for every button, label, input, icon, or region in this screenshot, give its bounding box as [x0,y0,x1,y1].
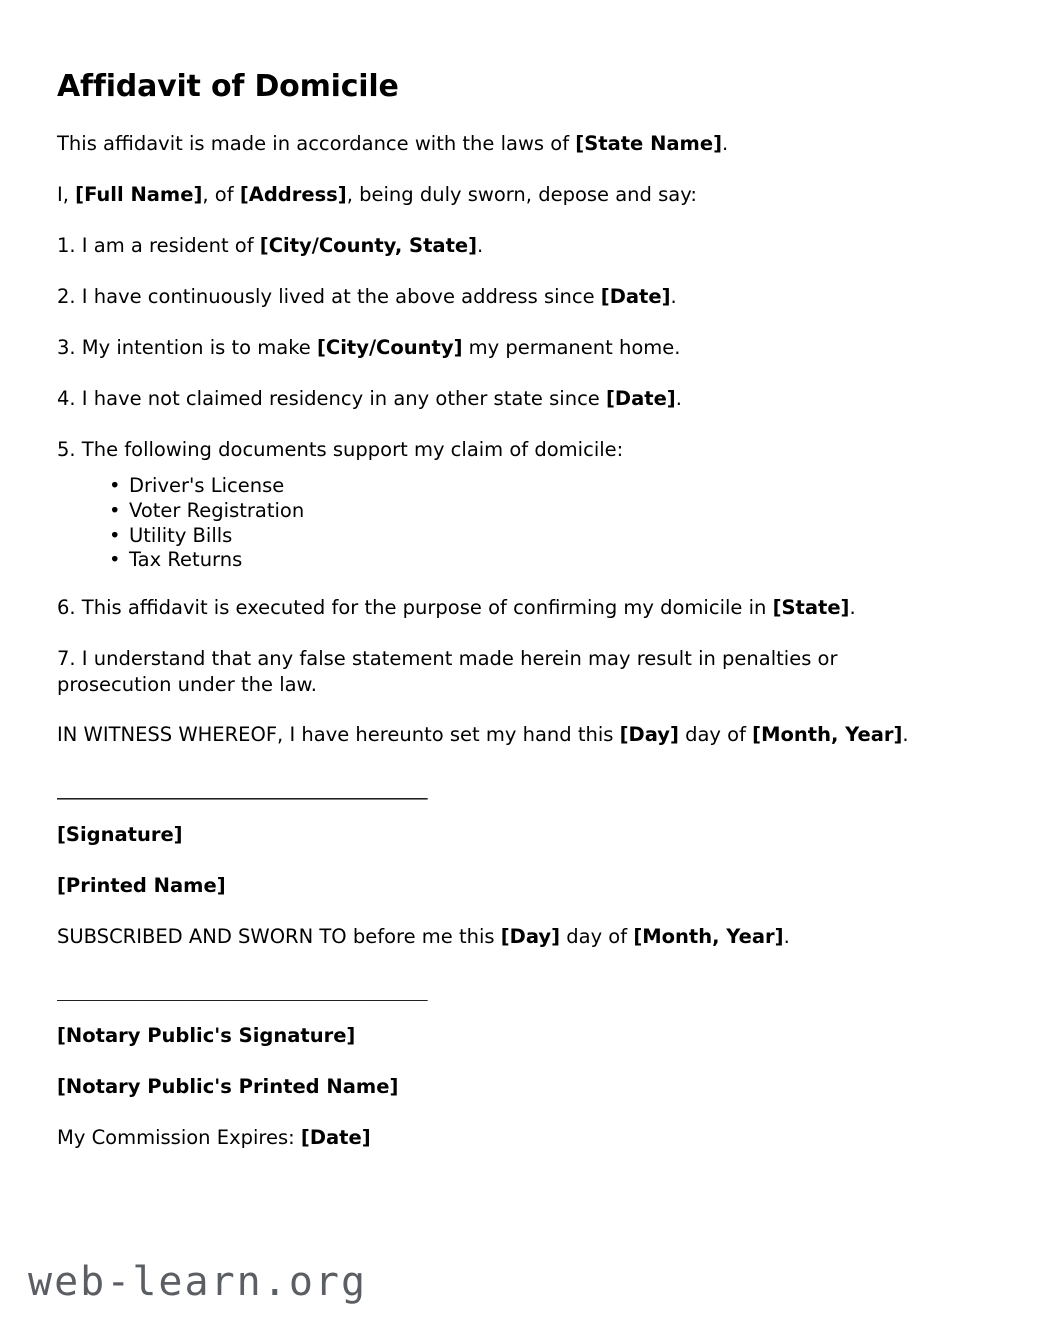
address-placeholder: [Address] [239,182,347,206]
numbered-item-6 [57,595,947,621]
item-6-text-after: . [849,595,856,619]
item-4-placeholder: [Date] [606,386,676,410]
item-1-text-before: I am a resident of [75,233,260,257]
item-3-number: 3. [57,335,76,359]
item-2-text-after: . [670,284,677,308]
numbered-item-2 [57,284,947,310]
witness-month-placeholder: [Month, Year] [752,723,903,747]
sworn-clause [57,924,947,950]
commission-expires [57,1125,947,1151]
item-6-placeholder: [State] [772,595,850,619]
numbered-item-4 [57,386,947,412]
page-title: Affidavit of Domicile [57,69,399,104]
sworn-part1: SUBSCRIBED AND SWORN TO before me this [57,924,501,948]
item-4-number: 4. [57,386,76,410]
list-item: • Utility Bills [109,524,947,549]
item-6-text-before: This affidavit is executed for the purpose of confirming my domicile in [75,595,773,619]
list-item: • Tax Returns [109,548,947,573]
item-2-text-before: I have continuously lived at the above address since [75,284,601,308]
item-5-text-before: The following documents support my claim of domicile: [75,437,624,461]
notary-printed-name-label: [Notary Public's Printed Name] [57,1074,399,1098]
declaration-part3: , being duly sworn, depose and say: [346,182,697,206]
sworn-day-placeholder: [Day] [500,924,561,948]
list-item: • Voter Registration [109,499,947,524]
item-1-text-after: . [477,233,484,257]
item-1-number: 1. [57,233,76,257]
declaration-part2: , of [202,182,240,206]
notary-signature-line: ______________________________________ [57,979,428,1002]
item-6-number: 6. [57,595,76,619]
item-4-text-before: I have not claimed residency in any other state since [75,386,606,410]
intro-text-before: This affidavit is made in accordance with the laws of [57,132,576,155]
printed-name-label: [Printed Name] [57,873,226,897]
item-2-placeholder: [Date] [600,284,671,308]
item-3-text-after: my permanent home. [462,335,681,359]
site-watermark: web-learn.org [28,1259,368,1305]
numbered-item-7 [57,646,947,698]
list-item: • Driver's License [109,474,947,499]
item-2-number: 2. [57,284,76,308]
notary-signature-label: [Notary Public's Signature] [57,1024,356,1048]
item-7-number: 7. [57,646,76,670]
sworn-part2: day of [560,924,634,948]
state-name-placeholder: [State Name] [575,132,723,155]
numbered-item-1 [57,233,947,259]
commission-date-placeholder: [Date] [300,1125,371,1149]
declaration-paragraph [57,182,947,208]
commission-text-before: My Commission Expires: [57,1125,301,1149]
sworn-month-placeholder: [Month, Year] [633,924,784,948]
witness-part2: day of [678,723,753,747]
intro-paragraph [57,131,947,157]
item-1-placeholder: [City/County, State] [259,233,478,257]
item-7-text-before: I understand that any false statement made herein may result in penalties or prosecution under the law. [57,646,838,696]
item-5-number: 5. [57,437,76,461]
signature-label: [Signature] [57,822,183,846]
witness-part3: . [902,723,909,747]
witness-part1: IN WITNESS WHEREOF, I have hereunto set my hand this [57,723,620,747]
sworn-part3: . [783,924,790,948]
witness-day-placeholder: [Day] [619,723,679,747]
signature-line: ______________________________________ [57,778,428,800]
intro-text-after: . [722,132,729,155]
item-3-text-before: My intention is to make [75,335,317,359]
item-4-text-after: . [675,386,682,410]
declaration-part1: I, [57,182,76,206]
witness-clause [57,722,947,748]
numbered-item-3 [57,335,947,361]
supporting-documents-list [57,474,947,572]
numbered-item-5 [57,437,947,463]
item-3-placeholder: [City/County] [317,335,463,359]
full-name-placeholder: [Full Name] [75,182,203,206]
